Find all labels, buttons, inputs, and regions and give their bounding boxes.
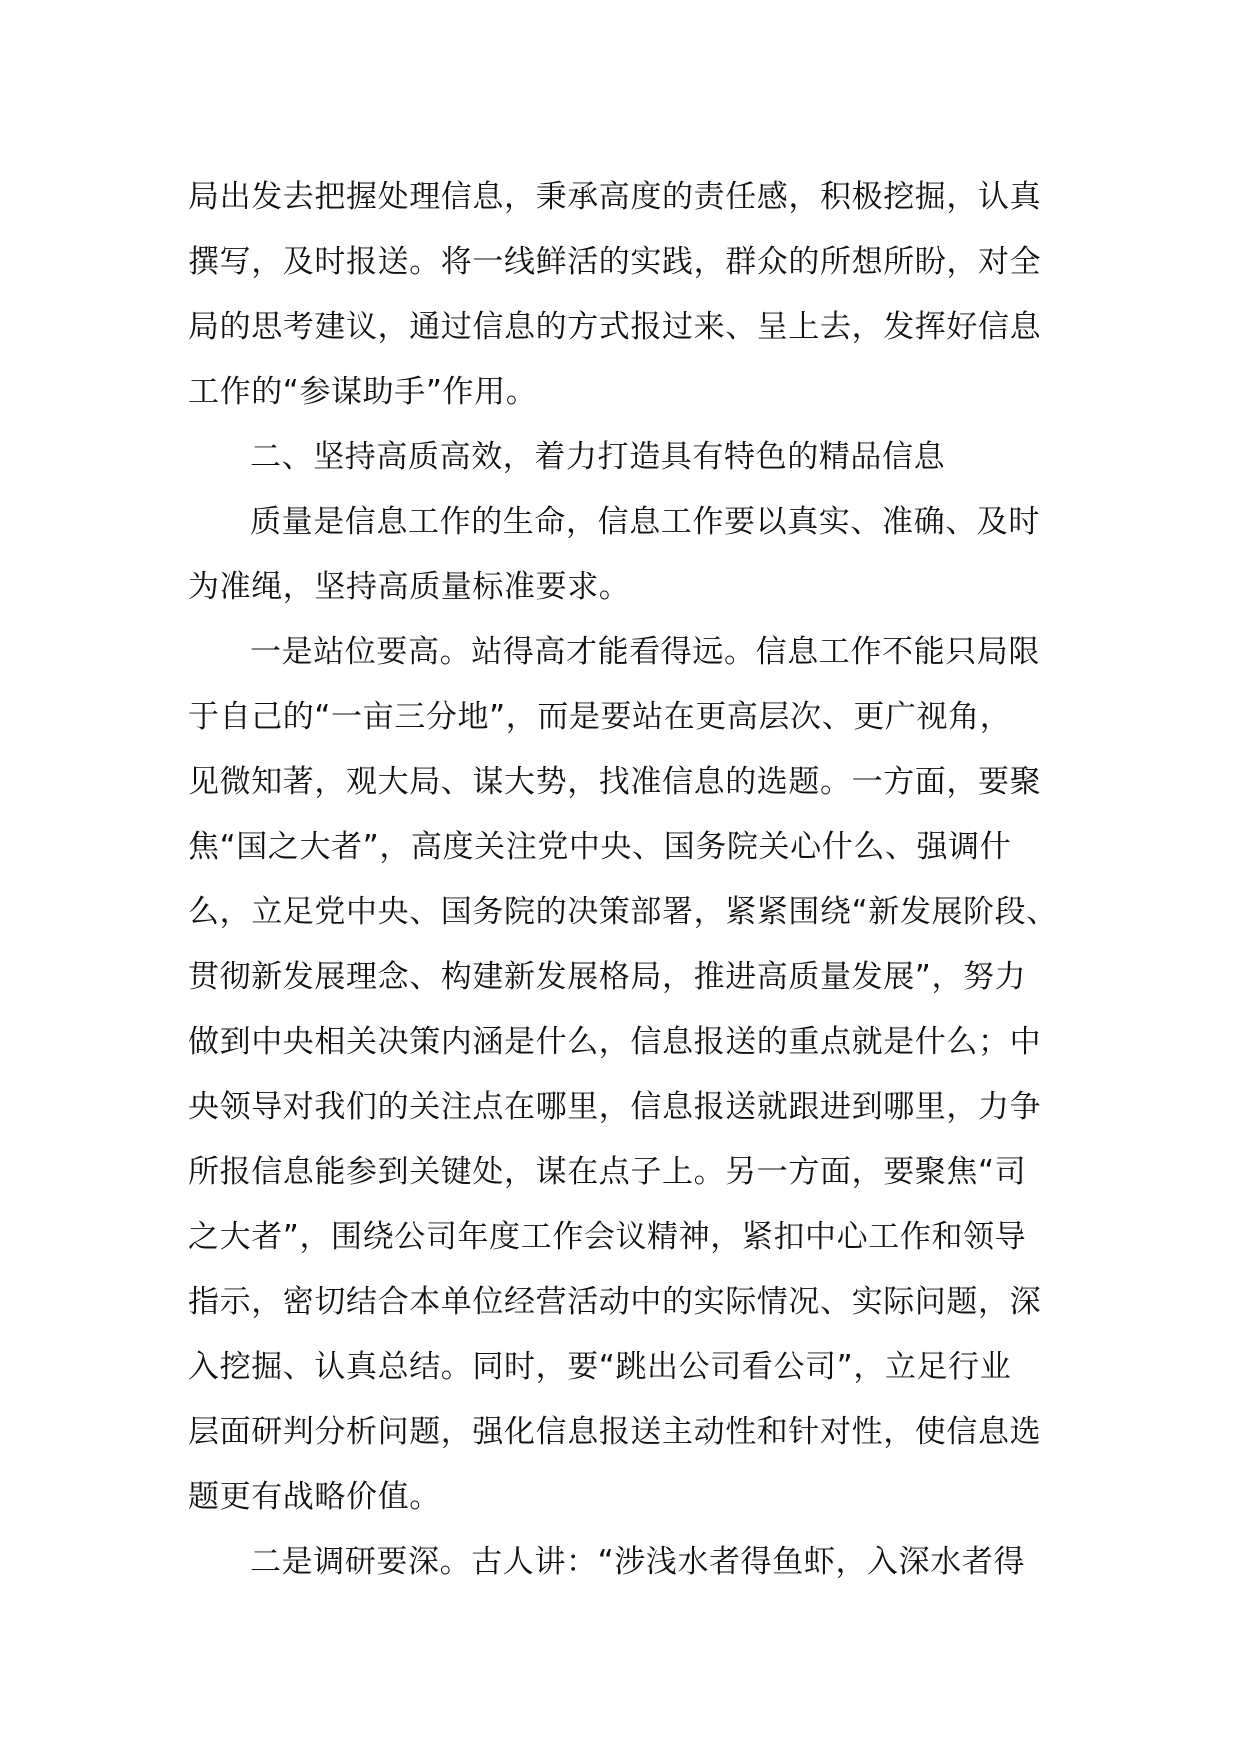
text-line: 央领导对我们的关注点在哪里，信息报送就跟进到哪里，力争: [188, 1089, 1042, 1125]
text-line: 局的思考建议，通过信息的方式报过来、呈上去，发挥好信息: [188, 309, 1042, 345]
text-line: 局出发去把握处理信息，秉承高度的责任感，积极挖掘，认真: [188, 179, 1042, 215]
text-line: 么，立足党中央、国务院的决策部署，紧紧围绕“新发展阶段、: [188, 894, 1058, 930]
text-line: 层面研判分析问题，强化信息报送主动性和针对性，使信息选: [188, 1414, 1042, 1450]
text-line: 指示，密切结合本单位经营活动中的实际情况、实际问题，深: [188, 1284, 1042, 1320]
text-line: 之大者”，围绕公司年度工作会议精神，紧扣中心工作和领导: [188, 1219, 1027, 1255]
body-text: [188, 165, 1058, 1595]
text-line: 见微知著，观大局、谋大势，找准信息的选题。一方面，要聚: [188, 764, 1042, 800]
text-line: 一是站位要高。站得高才能看得远。信息工作不能只局限: [250, 634, 1040, 670]
text-line: 入挖掘、认真总结。同时，要“跳出公司看公司”，立足行业: [188, 1349, 1012, 1385]
text-line: 贯彻新发展理念、构建新发展格局，推进高质量发展”，努力: [188, 959, 1027, 995]
text-line: 撰写，及时报送。将一线鲜活的实践，群众的所想所盼，对全: [188, 244, 1042, 280]
text-line: 焦“国之大者”，高度关注党中央、国务院关心什么、强调什: [188, 829, 1012, 865]
text-line: 工作的“参谋助手”作用。: [188, 374, 538, 410]
text-line: 所报信息能参到关键处，谋在点子上。另一方面，要聚焦“司: [188, 1154, 1027, 1190]
text-line: 质量是信息工作的生命，信息工作要以真实、准确、及时: [250, 504, 1040, 540]
text-line: 于自己的“一亩三分地”，而是要站在更高层次、更广视角，: [188, 699, 1012, 735]
text-line: 题更有战略价值。: [188, 1479, 441, 1515]
text-line: 做到中央相关决策内涵是什么，信息报送的重点就是什么；中: [188, 1024, 1042, 1060]
text-line: 二是调研要深。古人讲：“涉浅水者得鱼虾，入深水者得: [250, 1544, 1026, 1580]
text-line: 为准绳，坚持高质量标准要求。: [188, 569, 631, 605]
section-heading: 二、坚持高质高效，着力打造具有特色的精品信息: [250, 439, 946, 475]
